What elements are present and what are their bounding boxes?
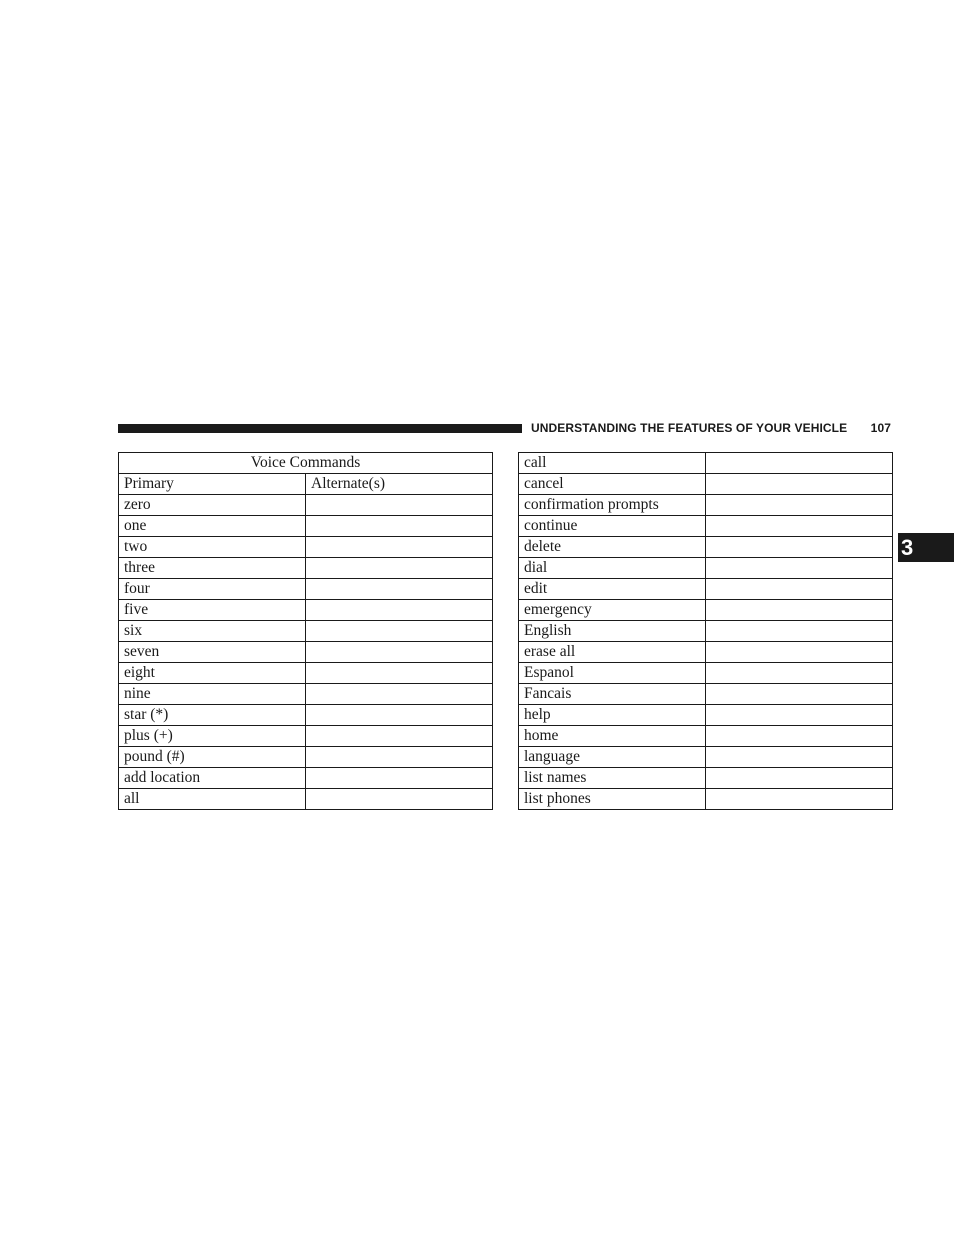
chapter-tab: 3: [898, 533, 954, 562]
primary-command-cell: seven: [119, 642, 306, 663]
table-row: [119, 516, 493, 537]
table-row: [519, 516, 893, 537]
table-row: [519, 747, 893, 768]
table-row: [519, 663, 893, 684]
primary-command-cell: home: [519, 726, 706, 747]
table-row: [119, 768, 493, 789]
table-title-row: [119, 453, 493, 474]
alternate-command-cell: [706, 453, 893, 474]
voice-commands-table-right: [518, 452, 893, 810]
primary-command-cell: add location: [119, 768, 306, 789]
alternate-command-cell: [706, 621, 893, 642]
alternate-command-cell: [706, 642, 893, 663]
table-row: [119, 684, 493, 705]
primary-command-cell: Fancais: [519, 684, 706, 705]
table-row: [119, 495, 493, 516]
primary-command-cell: four: [119, 579, 306, 600]
primary-command-cell: dial: [519, 558, 706, 579]
alternate-command-cell: [306, 579, 493, 600]
alternate-command-cell: [706, 516, 893, 537]
primary-command-cell: two: [119, 537, 306, 558]
alternate-command-cell: [306, 768, 493, 789]
alternate-command-cell: [706, 558, 893, 579]
table-row: [519, 621, 893, 642]
primary-command-cell: help: [519, 705, 706, 726]
table-row: [519, 642, 893, 663]
primary-command-cell: plus (+): [119, 726, 306, 747]
primary-command-cell: zero: [119, 495, 306, 516]
table-row: [119, 663, 493, 684]
table-row: [119, 726, 493, 747]
alternate-command-cell: [306, 726, 493, 747]
alternate-command-cell: [706, 579, 893, 600]
table-row: [119, 537, 493, 558]
alternate-command-cell: [706, 537, 893, 558]
alternate-command-cell: [706, 684, 893, 705]
table-row: [119, 642, 493, 663]
section-title: UNDERSTANDING THE FEATURES OF YOUR VEHICLE: [531, 421, 848, 435]
primary-command-cell: language: [519, 747, 706, 768]
primary-command-cell: three: [119, 558, 306, 579]
primary-command-cell: star (*): [119, 705, 306, 726]
alternate-command-cell: [306, 537, 493, 558]
table-row: [519, 600, 893, 621]
alternate-command-cell: [706, 705, 893, 726]
alternate-command-cell: [706, 663, 893, 684]
table-row: [519, 495, 893, 516]
column-header-primary: Primary: [119, 474, 306, 495]
alternate-command-cell: [306, 495, 493, 516]
running-header: [531, 420, 891, 436]
primary-command-cell: five: [119, 600, 306, 621]
voice-commands-table-left: [118, 452, 493, 810]
table-row: [119, 747, 493, 768]
alternate-command-cell: [306, 705, 493, 726]
table-row: [119, 789, 493, 810]
alternate-command-cell: [306, 558, 493, 579]
primary-command-cell: emergency: [519, 600, 706, 621]
table-row: [519, 684, 893, 705]
alternate-command-cell: [706, 789, 893, 810]
table-row: [519, 705, 893, 726]
table-row: [119, 600, 493, 621]
table-row: [519, 789, 893, 810]
alternate-command-cell: [306, 684, 493, 705]
table-title: Voice Commands: [119, 453, 493, 474]
alternate-command-cell: [306, 621, 493, 642]
primary-command-cell: nine: [119, 684, 306, 705]
page-number: 107: [870, 421, 891, 435]
table-row: [119, 558, 493, 579]
alternate-command-cell: [306, 516, 493, 537]
primary-command-cell: eight: [119, 663, 306, 684]
alternate-command-cell: [706, 474, 893, 495]
primary-command-cell: edit: [519, 579, 706, 600]
alternate-command-cell: [706, 768, 893, 789]
primary-command-cell: one: [119, 516, 306, 537]
primary-command-cell: English: [519, 621, 706, 642]
primary-command-cell: cancel: [519, 474, 706, 495]
primary-command-cell: erase all: [519, 642, 706, 663]
table-row: [519, 726, 893, 747]
alternate-command-cell: [306, 789, 493, 810]
primary-command-cell: list names: [519, 768, 706, 789]
table-row: [119, 621, 493, 642]
table-row: [519, 579, 893, 600]
primary-command-cell: delete: [519, 537, 706, 558]
column-header-alternates: Alternate(s): [306, 474, 493, 495]
primary-command-cell: list phones: [519, 789, 706, 810]
primary-command-cell: six: [119, 621, 306, 642]
header-rule: [118, 424, 522, 433]
primary-command-cell: all: [119, 789, 306, 810]
table-header-row: [119, 474, 493, 495]
table-row: [519, 453, 893, 474]
table-row: [119, 705, 493, 726]
primary-command-cell: call: [519, 453, 706, 474]
table-row: [519, 537, 893, 558]
alternate-command-cell: [706, 495, 893, 516]
alternate-command-cell: [306, 747, 493, 768]
alternate-command-cell: [706, 600, 893, 621]
table-row: [519, 474, 893, 495]
alternate-command-cell: [706, 726, 893, 747]
primary-command-cell: continue: [519, 516, 706, 537]
table-row: [519, 768, 893, 789]
alternate-command-cell: [706, 747, 893, 768]
alternate-command-cell: [306, 642, 493, 663]
table-row: [519, 558, 893, 579]
primary-command-cell: confirmation prompts: [519, 495, 706, 516]
primary-command-cell: pound (#): [119, 747, 306, 768]
table-row: [119, 579, 493, 600]
alternate-command-cell: [306, 600, 493, 621]
alternate-command-cell: [306, 663, 493, 684]
primary-command-cell: Espanol: [519, 663, 706, 684]
